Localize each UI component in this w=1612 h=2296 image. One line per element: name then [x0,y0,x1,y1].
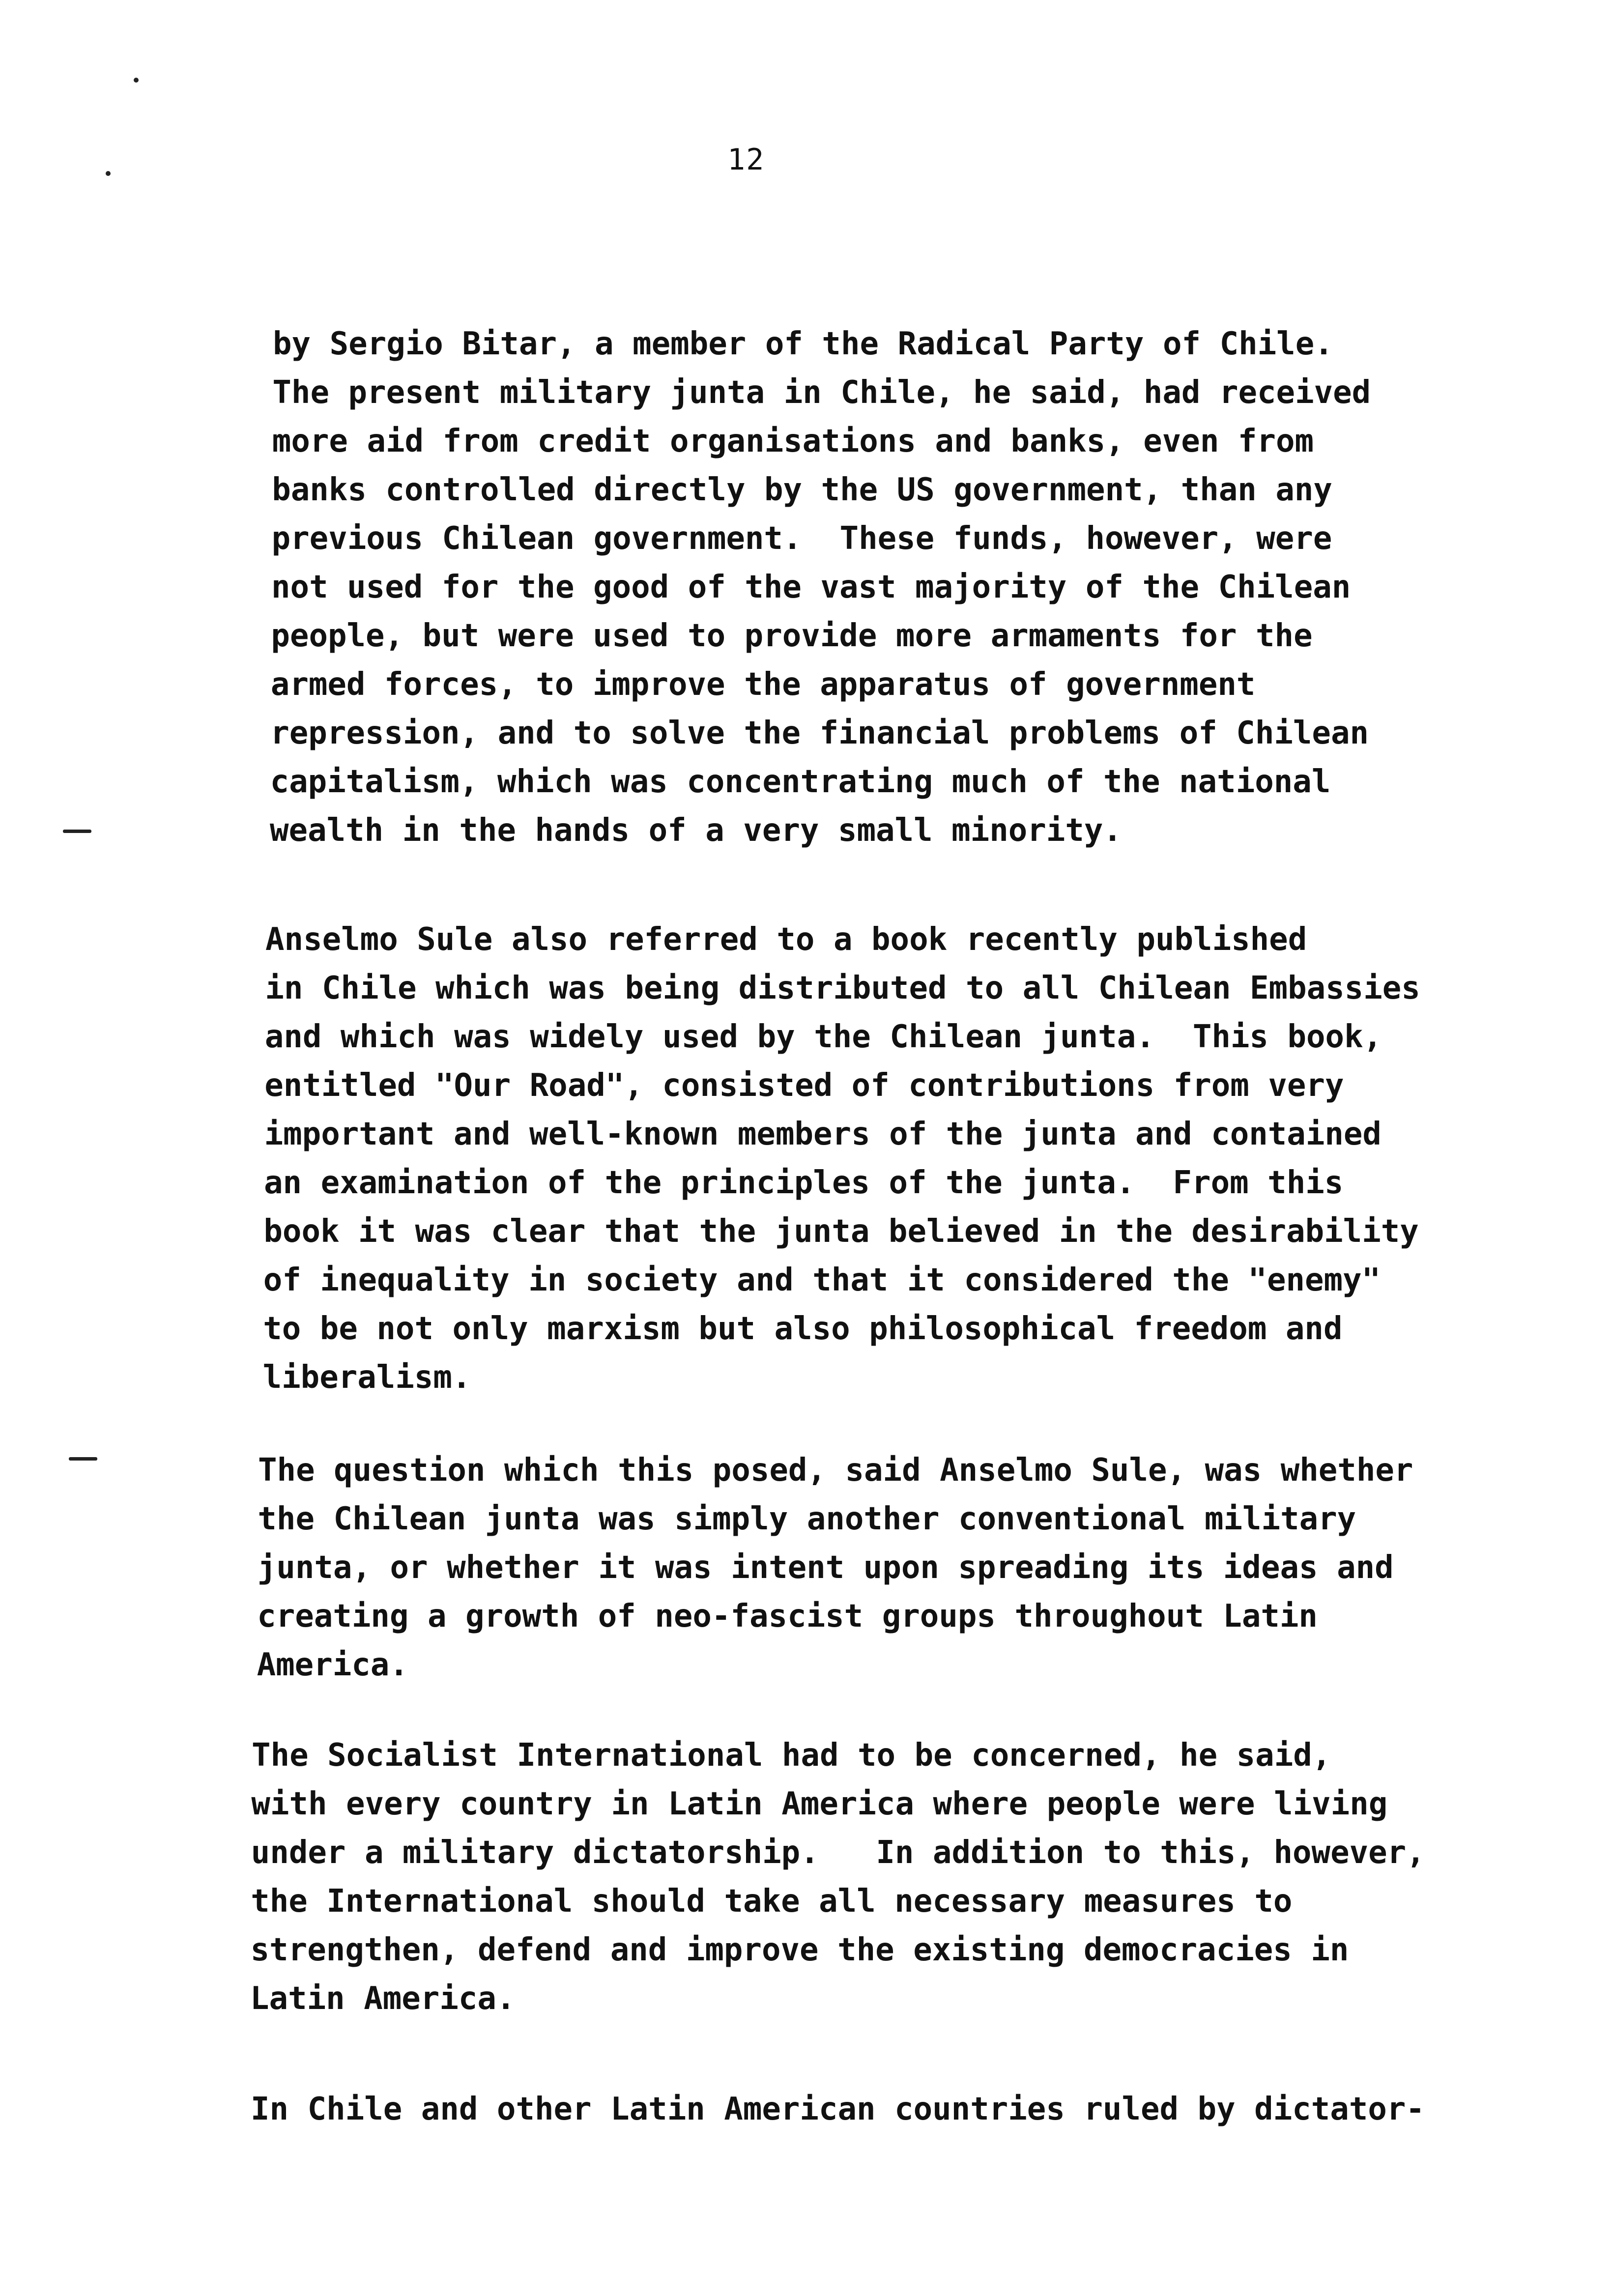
text-line: under a military dictatorship. In addition to this, however, [251,1835,1425,1871]
text-line: America. [257,1647,408,1683]
text-line: entitled "Our Road", consisted of contributions from very [264,1067,1344,1104]
text-line: previous Chilean government. These funds, however, were [271,520,1332,557]
text-line: by Sergio Bitar, a member of the Radical Party of Chile. [273,326,1333,362]
text-line: In Chile and other Latin American countries ruled by dictator- [251,2091,1425,2127]
text-line: with every country in Latin America where people were living [251,1786,1388,1822]
text-line: creating a growth of neo-fascist groups throughout Latin [257,1598,1318,1635]
text-line: the Chilean junta was simply another conventional military [258,1501,1356,1537]
margin-dash-second [69,1457,97,1461]
text-line: strengthen, defend and improve the existing democracies in [250,1932,1349,1968]
text-line: an examination of the principles of the junta. From this [264,1165,1344,1201]
text-line: repression, and to solve the financial problems of Chilean [270,715,1369,751]
text-line: Anselmo Sule also referred to a book recently published [265,921,1307,958]
text-line: the International should take all necessary measures to [251,1883,1293,1920]
text-line: The question which this posed, said Anselmo Sule, was whether [258,1452,1413,1489]
page-number: 12 [727,143,765,177]
text-line: Latin America. [250,1980,516,2017]
text-line: in Chile which was being distributed to all Chilean Embassies [265,970,1420,1006]
margin-dot-second [106,171,111,176]
text-line: to be not only marxism but also philosophical freedom and [263,1311,1343,1347]
text-line: capitalism, which was concentrating much of the national [270,764,1331,800]
text-line: more aid from credit organisations and banks, even from [272,423,1314,459]
text-line: junta, or whether it was intent upon spreading its ideas and [257,1550,1394,1586]
text-line: and which was widely used by the Chilean junta. This book, [264,1019,1382,1055]
text-line: people, but were used to provide more armaments for the [271,618,1313,654]
text-line: banks controlled directly by the US government, than any [272,472,1332,508]
margin-dot-top [134,78,139,83]
text-line: of inequality in society and that it considered the "enemy" [263,1262,1381,1298]
text-line: not used for the good of the vast majority of the Chilean [271,569,1351,605]
text-line: armed forces, to improve the apparatus of government [270,666,1256,703]
text-line: liberalism. [262,1359,471,1396]
text-line: The present military junta in Chile, he said, had received [272,374,1371,411]
margin-dash-first [63,830,91,833]
text-line: important and well-known members of the junta and contained [264,1116,1382,1152]
text-line: wealth in the hands of a very small minority. [270,812,1122,849]
text-line: The Socialist International had to be concerned, he said, [252,1737,1331,1774]
text-line: book it was clear that the junta believed in the desirability [263,1213,1419,1250]
